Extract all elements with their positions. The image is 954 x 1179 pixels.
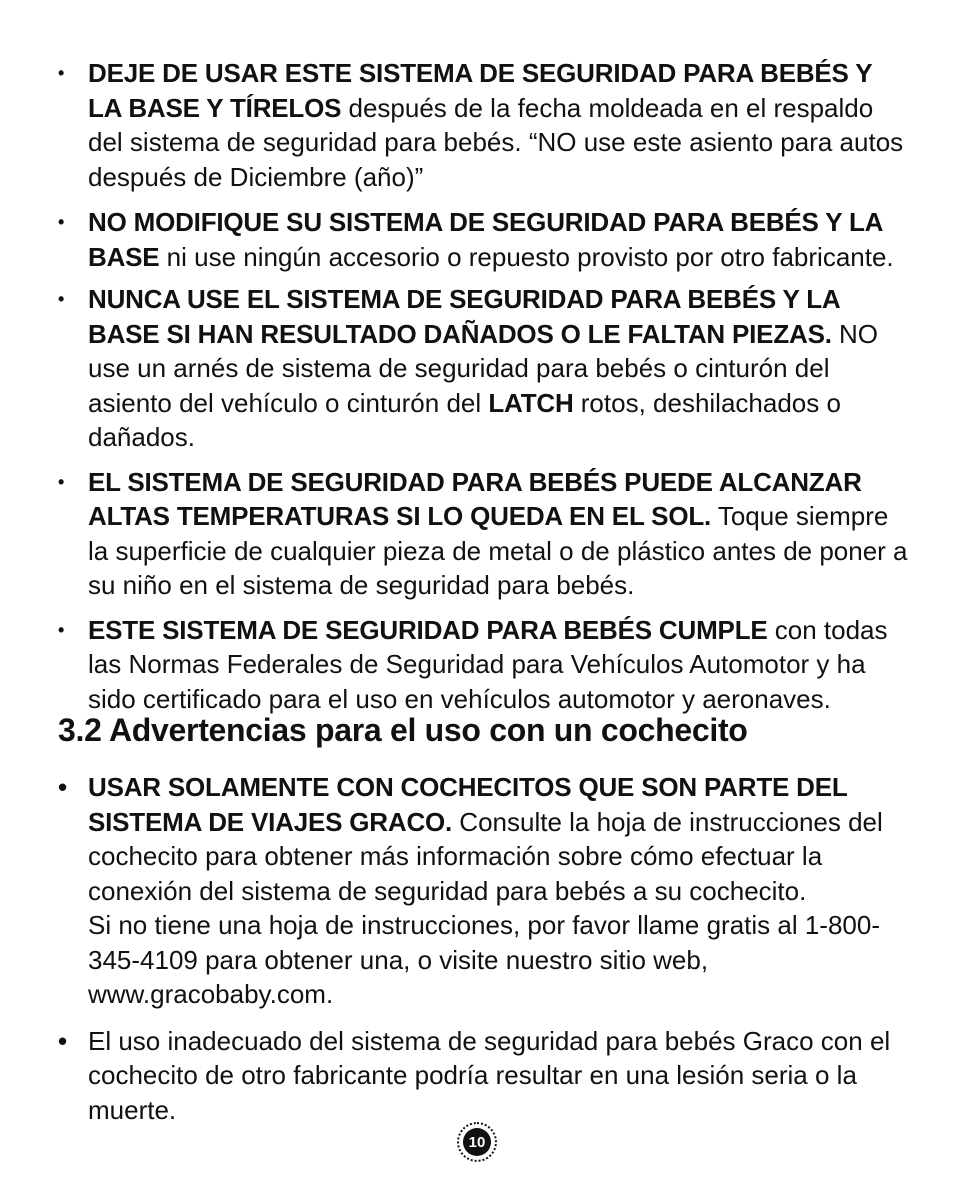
- bullet-dot: •: [58, 1025, 68, 1056]
- warning-item-certified: [58, 613, 908, 717]
- warning-text: después de la fecha moldeada en el respaldo del sistema de seguridad para bebés. “NO use este asiento para autos después de Diciembre (año)”: [88, 92, 904, 192]
- bullet-dot: •: [58, 63, 65, 83]
- bullet-dot: •: [58, 619, 65, 640]
- warning-item-damaged: [58, 282, 908, 455]
- warning-bold: NUNCA USE EL SISTEMA DE SEGURIDAD PARA BEBÉS Y LA BASE SI HAN RESULTADO DAÑADOS O LE FALTAN PIEZAS.: [88, 284, 840, 349]
- warning-list-top: [58, 56, 908, 716]
- warning-item-temperature: [58, 465, 908, 603]
- warning-bold: EL SISTEMA DE SEGURIDAD PARA BEBÉS PUEDE ALCANZAR ALTAS TEMPERATURAS SI LO QUEDA EN EL SOL.: [88, 466, 862, 531]
- warning-text: ni use ningún accesorio o repuesto provisto por otro fabricante.: [159, 241, 894, 272]
- warning-text: rotos, deshilachados o dañados.: [88, 387, 841, 452]
- warning-bold: ESTE SISTEMA DE SEGURIDAD PARA BEBÉS CUMPLE: [88, 614, 768, 645]
- warning-bold-latch: LATCH: [488, 387, 574, 418]
- warning-item-no-modify: [58, 205, 908, 274]
- warning-text: con todas las Normas Federales de Seguridad para Vehículos Automotor y ha sido certificado para el uso en vehículos automotor y aeronaves.: [88, 614, 888, 714]
- warning-item-graco-only: [58, 770, 908, 1012]
- warning-list-stroller: [58, 770, 908, 1139]
- warning-text: Toque siempre la superficie de cualquier pieza de metal o de plástico antes de poner a su niño en el sistema de seguridad para bebés.: [88, 501, 908, 600]
- warning-text: NO use un arnés de sistema de seguridad para bebés o cinturón del asiento del vehículo o cinturón del: [88, 318, 878, 418]
- warning-bold: DEJE DE USAR ESTE SISTEMA DE SEGURIDAD PARA BEBÉS Y LA BASE Y TÍRELOS: [88, 58, 872, 123]
- warning-text: El uso inadecuado del sistema de seguridad para bebés Graco con el cochecito de otro fabricante podría resultar en una lesión seria o la muerte.: [88, 1025, 891, 1125]
- page-number: 10: [463, 1128, 491, 1156]
- warning-text: Consulte la hoja de instrucciones del cochecito para obtener más información sobre cómo efectuar la conexión del sistema de seguridad para bebés a su cochecito.: [88, 806, 883, 906]
- warning-bold: USAR SOLAMENTE CON COCHECITOS QUE SON PARTE DEL SISTEMA DE VIAJES GRACO.: [88, 772, 848, 837]
- bullet-dot: •: [58, 212, 65, 232]
- bullet-dot: •: [58, 289, 65, 309]
- section-heading: 3.2 Advertencias para el uso con un cochecito: [58, 712, 748, 748]
- bullet-dot: •: [58, 471, 65, 492]
- warning-item-discard-date: [58, 56, 908, 194]
- warning-item-misuse: [58, 1024, 908, 1128]
- bullet-dot: •: [58, 772, 68, 802]
- warning-contact-text: Si no tiene una hoja de instrucciones, por favor llame gratis al 1-800-345-4109 para obtener una, o visite nuestro sitio web, www.gracobaby.com.: [88, 910, 880, 1009]
- page-number-badge: [457, 1122, 497, 1162]
- warning-bold: NO MODIFIQUE SU SISTEMA DE SEGURIDAD PARA BEBÉS Y LA BASE: [88, 207, 883, 272]
